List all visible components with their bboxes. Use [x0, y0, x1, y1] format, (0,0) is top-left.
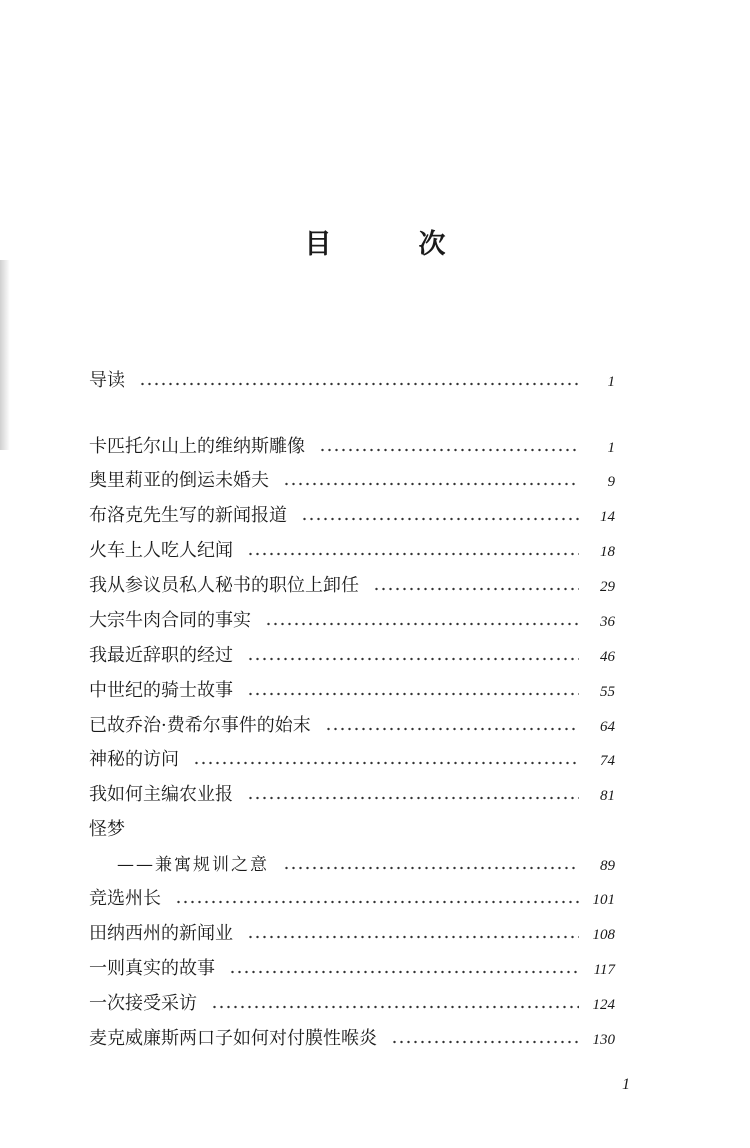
- dot-leader: [247, 689, 579, 699]
- toc-entry: [89, 536, 615, 566]
- toc-entry-title: 中世纪的骑士故事: [89, 680, 233, 701]
- toc-entry: [89, 676, 615, 706]
- toc-entry-page: 89: [600, 858, 615, 874]
- toc-entry-page: 18: [600, 544, 615, 560]
- dot-leader: [391, 1037, 579, 1047]
- toc-entry: [89, 745, 615, 775]
- dot-leader: [247, 654, 579, 664]
- toc-entry-page: 117: [593, 962, 615, 978]
- page-edge-shadow: [0, 260, 10, 450]
- toc-entry-title: 怪梦: [89, 819, 125, 840]
- dot-leader: [265, 619, 579, 629]
- dot-leader: [319, 445, 579, 455]
- dot-leader: [373, 584, 579, 594]
- toc-entry-page: 124: [592, 997, 615, 1013]
- toc-entry: [89, 919, 615, 949]
- toc-entry: [89, 466, 615, 496]
- toc-entry-title: 奥里莉亚的倒运未婚夫: [89, 470, 269, 491]
- toc-entry-page: 130: [592, 1032, 615, 1048]
- toc-entry-page: 46: [600, 649, 615, 665]
- dot-leader: [211, 1002, 579, 1012]
- dot-leader: [283, 479, 579, 489]
- toc-entry-title: 我从参议员私人秘书的职位上卸任: [89, 575, 359, 596]
- toc-entry-page: 36: [600, 614, 615, 630]
- dot-leader: [229, 967, 579, 977]
- toc-entry-page: 14: [600, 509, 615, 525]
- toc-entry: [89, 641, 615, 671]
- toc-entry-title: 我最近辞职的经过: [89, 645, 233, 666]
- dot-leader: [247, 793, 579, 803]
- toc-entry: [89, 501, 615, 531]
- toc-entry: [89, 711, 615, 741]
- toc-entry-page: 81: [600, 788, 615, 804]
- toc-entry-page: 1: [607, 374, 615, 390]
- toc-entry-title: 火车上人吃人纪闻: [89, 540, 233, 561]
- toc-entry-page: 29: [600, 579, 615, 595]
- toc-entry-page: 108: [592, 927, 615, 943]
- dot-leader: [283, 863, 579, 873]
- toc-entry-page: 55: [600, 684, 615, 700]
- toc-entry: [89, 780, 615, 810]
- toc-entry: [89, 954, 615, 984]
- toc-entry-title: 卡匹托尔山上的维纳斯雕像: [89, 436, 305, 457]
- toc-entry-title: 麦克威廉斯两口子如何对付膜性喉炎: [89, 1028, 377, 1049]
- toc-entry: [89, 989, 615, 1019]
- toc-entry: [89, 815, 615, 845]
- dot-leader: [175, 897, 579, 907]
- page-number: 1: [622, 1076, 630, 1093]
- toc-entry-title: 一则真实的故事: [89, 958, 215, 979]
- dot-leader: [247, 932, 579, 942]
- toc-entry: [89, 571, 615, 601]
- toc-entry-title: 神秘的访问: [89, 749, 179, 770]
- toc-entry-title: 田纳西州的新闻业: [89, 923, 233, 944]
- dot-leader: [139, 379, 579, 389]
- toc-entry: [89, 432, 615, 462]
- toc-entry: [89, 884, 615, 914]
- toc-entry-page: 101: [592, 892, 615, 908]
- toc-entry-title: 布洛克先生写的新闻报道: [89, 505, 287, 526]
- toc-entry: [89, 1024, 615, 1054]
- toc-entry-page: 74: [600, 753, 615, 769]
- toc-entry-title: 一次接受采访: [89, 993, 197, 1014]
- toc-entry-title: 竞选州长: [89, 888, 161, 909]
- dot-leader: [301, 514, 579, 524]
- toc-entry-title: 已故乔治·费希尔事件的始末: [89, 715, 311, 736]
- toc-entry-page: 64: [600, 719, 615, 735]
- dot-leader: [193, 758, 579, 768]
- toc-entry-page: 1: [607, 440, 615, 456]
- toc-entry-title: ——兼寓规训之意: [117, 855, 269, 875]
- toc-entry-title: 导读: [89, 370, 125, 391]
- dot-leader: [325, 724, 579, 734]
- dot-leader: [247, 549, 579, 559]
- page-title: 目 次: [304, 229, 476, 260]
- toc-entry: [89, 606, 615, 636]
- toc-entry-title: 我如何主编农业报: [89, 784, 233, 805]
- toc-entry: [89, 366, 615, 396]
- toc-entry-subtitle: [89, 850, 615, 880]
- toc-entry-page: 9: [607, 474, 615, 490]
- toc-entry-title: 大宗牛肉合同的事实: [89, 610, 251, 631]
